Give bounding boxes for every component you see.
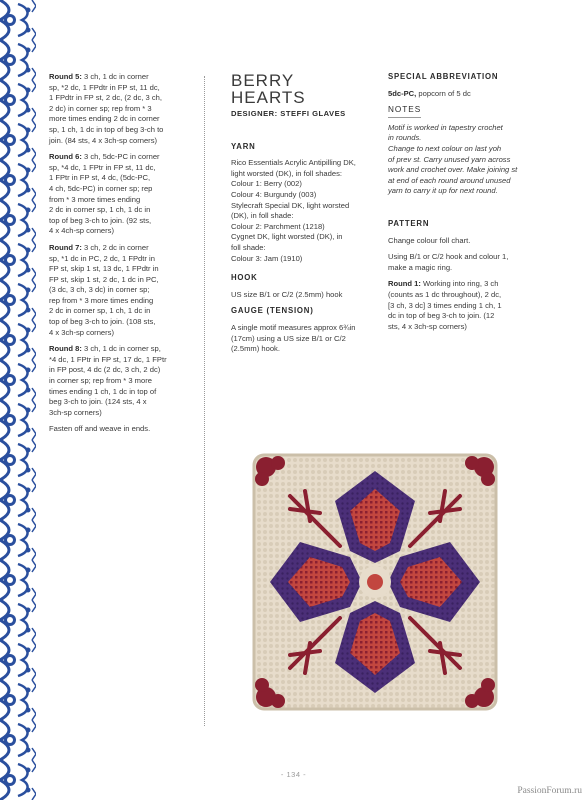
column-divider [204, 76, 205, 726]
gauge-text: A single motif measures approx 6¾in (17cm) using a US size B/1 or C/2 (2.5mm) hook. [231, 322, 356, 354]
yarn-heading: YARN [231, 141, 256, 151]
special-abbreviation-heading: SPECIAL ABBREVIATION [388, 72, 499, 81]
designer-credit: DESIGNER: STEFFI GLAVES [231, 109, 346, 118]
pattern-heading: PATTERN [388, 218, 430, 228]
notes-heading: NOTES [388, 105, 421, 118]
pattern-chart-note: Change colour foll chart. [388, 235, 471, 245]
pattern-title: BERRY HEARTS [231, 71, 306, 107]
notes-text: Motif is worked in tapestry crochet in rounds. Change to next colour on last yoh of prev st. Carry unused yarn across work and crochet over. Make joining st at end of each round around unused yarn to carry it up for next round. [388, 122, 518, 196]
watermark: PassionForum.ru [517, 786, 582, 796]
crochet-motif-photo [250, 451, 500, 713]
round-8: Round 8: 3 ch, 1 dc in corner sp, *4 dc, 1 FPtr in FP st, 17 dc, 1 FPtr in FP post, 4 dc (2 dc, 3 ch, 2 dc) in corner sp; rep from * 3 more times ending 1 ch, 1 dc in top of beg 3-ch to join. (124 sts, 4 x 3ch-sp corners) [49, 344, 167, 417]
gauge-heading: GAUGE (TENSION) [231, 306, 314, 316]
middle-column [231, 72, 366, 355]
round-5: Round 5: 3 ch, 1 dc in corner sp, *2 dc, 1 FPdtr in FP st, 11 dc, 1 FPdtr in FP st, 2 dc, (2 dc, 3 ch, 2 dc) in corner sp; rep from * 3 more times ending 2 dc in corner sp, 1 ch, 1 dc in top of beg 3-ch to join. (84 sts, 4 x 3ch-sp corners) [49, 72, 164, 145]
round-6: Round 6: 3 ch, 5dc-PC in corner sp, *4 dc, 1 FPtr in FP st, 11 dc, 1 FPtr in FP st, 4 dc, (5dc-PC, 4 ch, 5dc-PC) in corner sp; rep from * 3 more times ending 2 dc in corner sp, 1 ch, 1 dc in top of beg 3-ch to join. (92 sts, 4 x 4ch-sp corners) [49, 152, 160, 236]
hook-text: US size B/1 or C/2 (2.5mm) hook [231, 289, 343, 299]
fasten-off-text: Fasten off and weave in ends. [49, 424, 151, 434]
hook-heading: HOOK [231, 273, 258, 283]
pattern-start-text: Using B/1 or C/2 hook and colour 1, make a magic ring. [388, 252, 509, 272]
round-1: Round 1: Working into ring, 3 ch (counts as 1 dc throughout), 2 dc, [3 ch, 3 dc] 3 times ending 1 ch, 1 dc in top of beg 3-ch to join. (12 sts, 4 x 3ch-sp corners) [388, 279, 502, 331]
page-number: - 134 - [280, 770, 307, 779]
decorative-tile-border [0, 0, 36, 800]
yarn-list: Rico Essentials Acrylic Antipilling DK, light worsted (DK), in foll shades: Colour 1: Berry (002) Colour 4: Burgundy (003) Stylecraft Special DK, light worsted (DK), in foll shade: Colour 2: Parchment (1218) Cygnet DK, light worsted (DK), in foll shade: Colour 3: Jam (1910) [231, 158, 356, 263]
special-abbreviation-text: 5dc-PC, popcorn of 5 dc [388, 88, 471, 98]
left-column [49, 72, 185, 441]
right-column [388, 72, 524, 338]
round-7: Round 7: 3 ch, 2 dc in corner sp, *1 dc in PC, 2 dc, 1 FPdtr in FP st, skip 1 st, 13 dc, 1 FPdtr in FP st, skip 1 st, 2 dc, 1 dc in PC, (3 dc, 3 ch, 3 dc) in corner sp; rep from * 3 more times ending 2 dc in corner sp, 1 ch, 1 dc in top of beg 3-ch to join. (108 sts, 4 x 3ch-sp corners) [49, 242, 159, 337]
